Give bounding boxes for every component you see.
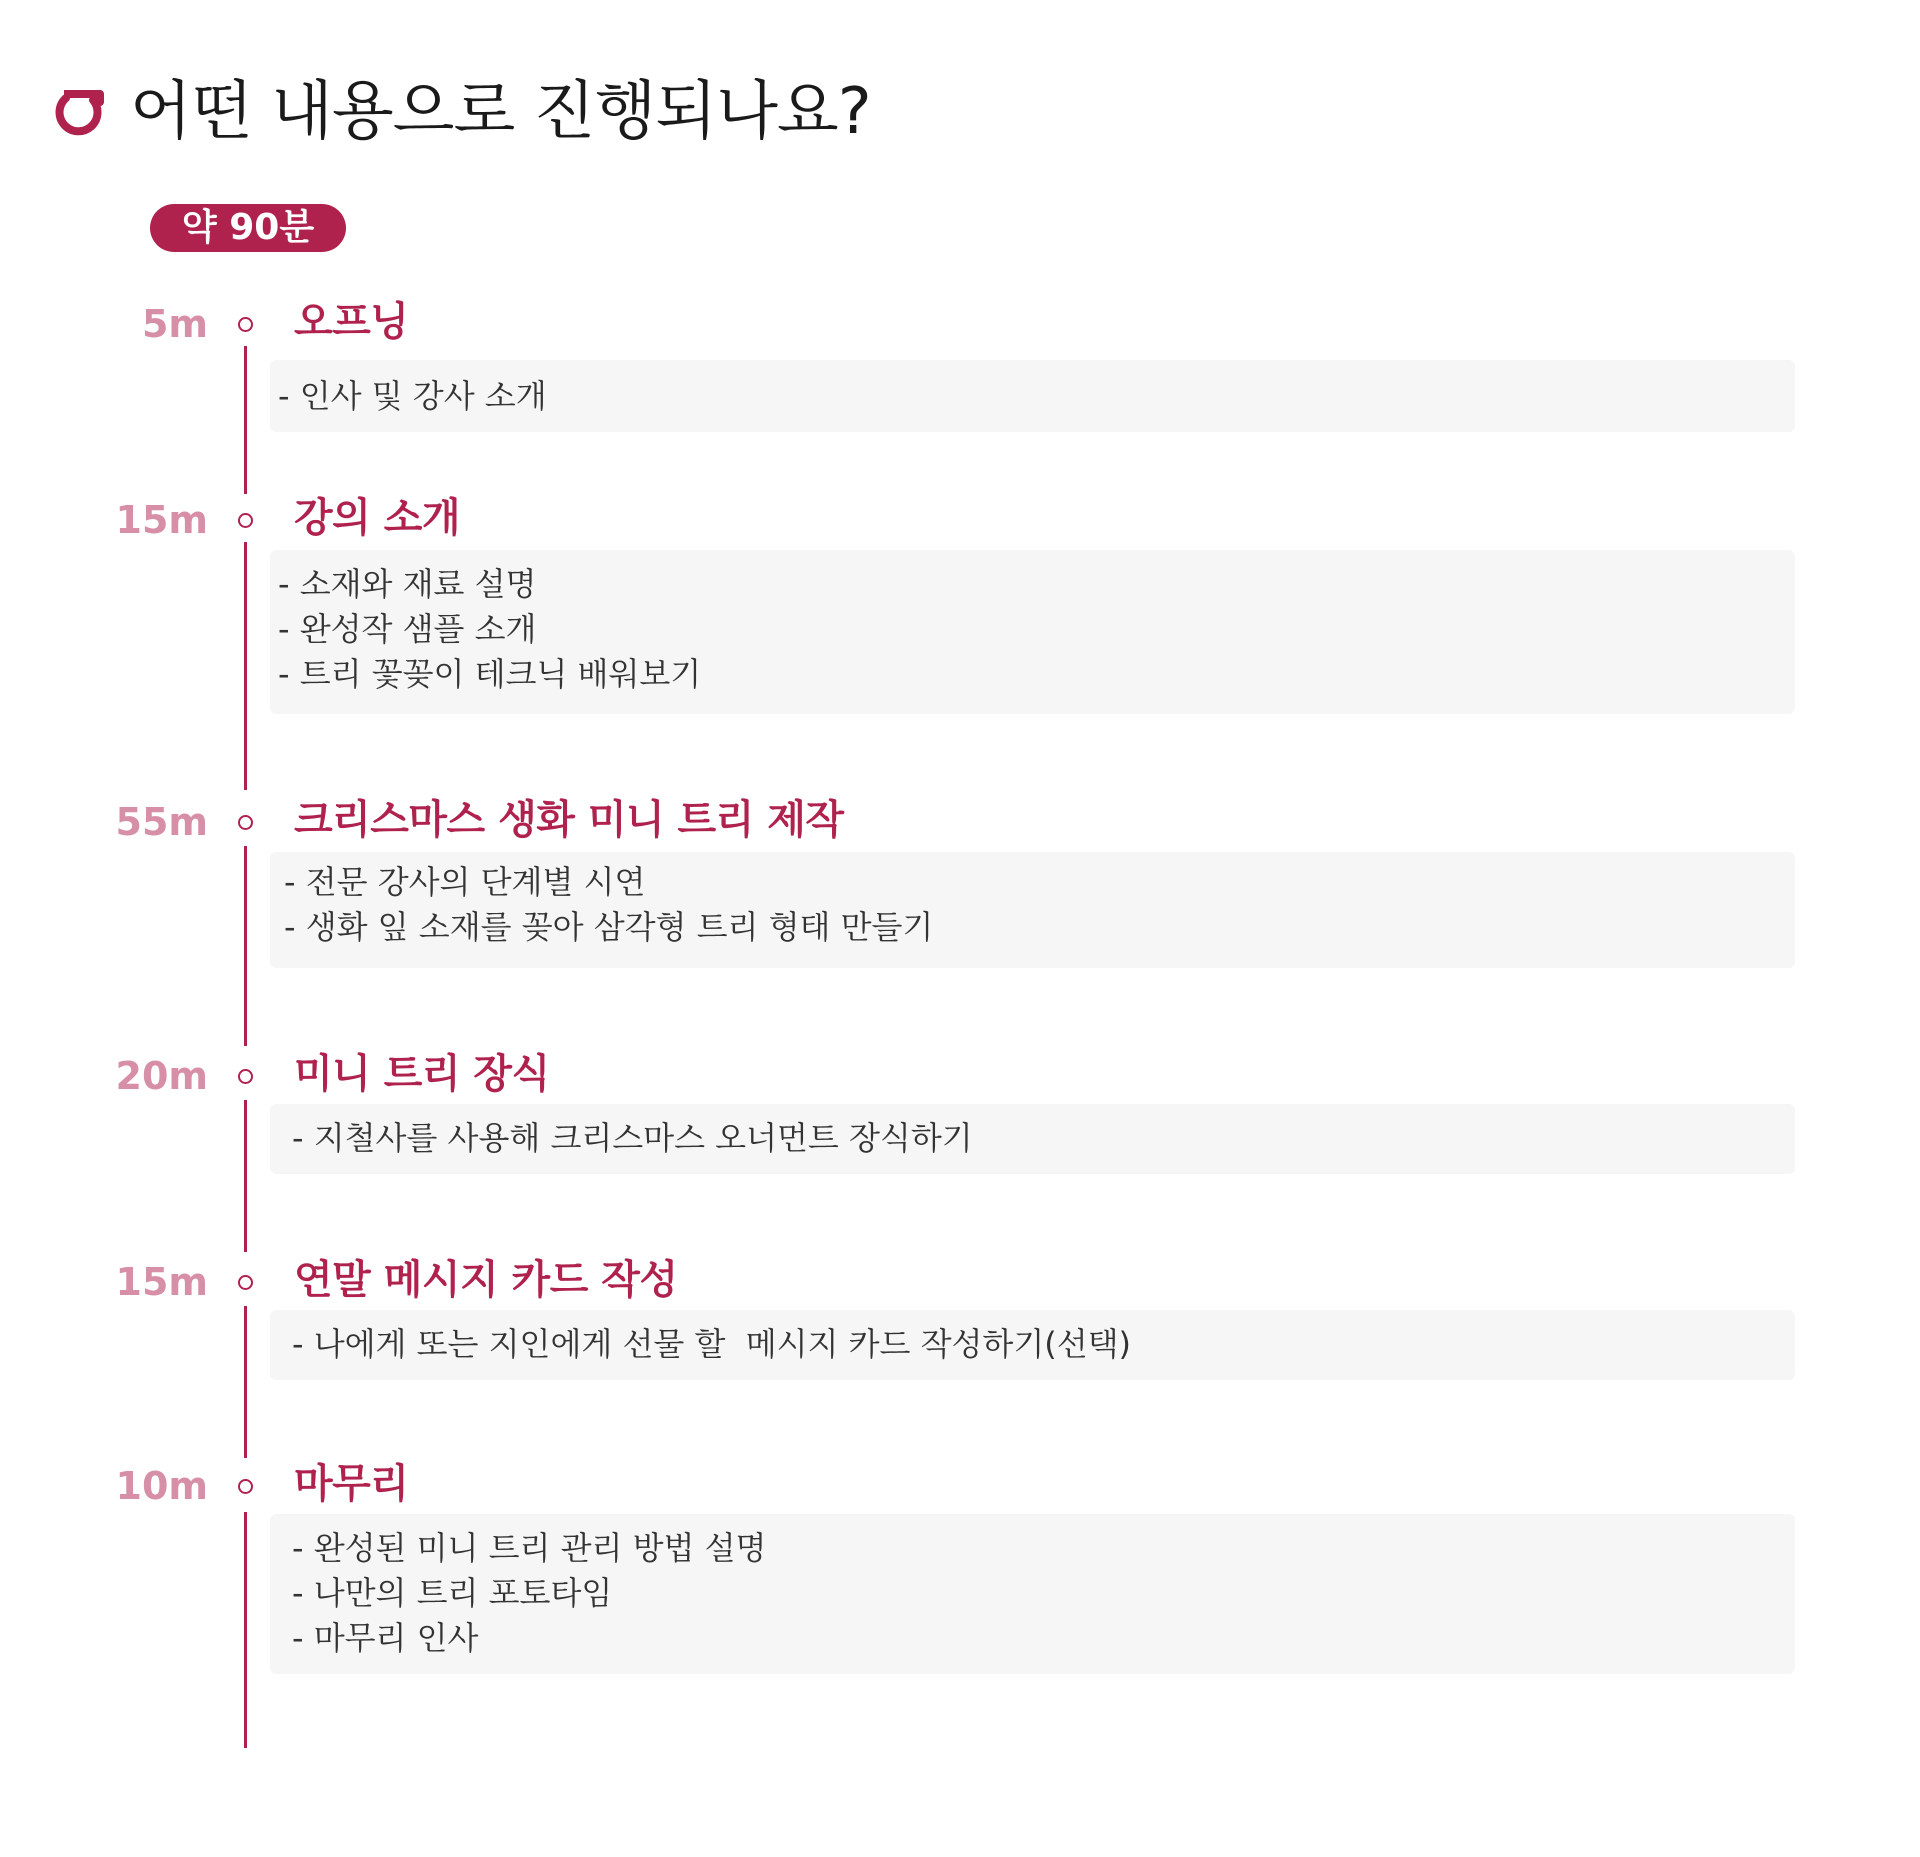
page-header	[52, 72, 871, 152]
timeline-dot-icon	[238, 513, 253, 528]
section-content-box	[270, 1104, 1795, 1174]
time-label: 10m	[115, 1464, 208, 1508]
timeline-dot-icon	[238, 1479, 253, 1494]
timeline-segment	[244, 1512, 247, 1748]
timeline-segment	[244, 846, 247, 1046]
content-item: - 마무리 인사	[292, 1619, 479, 1657]
timeline-segment	[244, 346, 247, 494]
time-label: 20m	[115, 1054, 208, 1098]
content-item: - 나만의 트리 포토타임	[292, 1574, 613, 1612]
time-label: 15m	[115, 1260, 208, 1304]
content-item: - 인사 및 강사 소개	[278, 377, 547, 415]
content-item: - 완성작 샘플 소개	[278, 610, 537, 648]
timeline-dot-icon	[238, 1275, 253, 1290]
timeline-segment	[244, 1306, 247, 1458]
timeline-dot-icon	[238, 1069, 253, 1084]
content-item: - 트리 꽃꽂이 테크닉 배워보기	[278, 655, 702, 693]
content-item: - 생화 잎 소재를 꽂아 삼각형 트리 형태 만들기	[284, 908, 934, 946]
section-title: 크리스마스 생화 미니 트리 제작	[294, 797, 844, 843]
timeline-dot-icon	[238, 815, 253, 830]
timeline-dot-icon	[238, 317, 253, 332]
timeline-segment	[244, 542, 247, 790]
content-item: - 지철사를 사용해 크리스마스 오너먼트 장식하기	[292, 1119, 973, 1157]
time-label: 5m	[141, 302, 208, 346]
content-item: - 소재와 재료 설명	[278, 565, 537, 603]
content-item: - 나에게 또는 지인에게 선물 할 메시지 카드 작성하기(선택)	[292, 1325, 1132, 1363]
section-content-box	[270, 1310, 1795, 1380]
total-duration-badge: 약 90분	[150, 204, 346, 252]
section-content-box	[270, 852, 1795, 968]
page-title: 어떤 내용으로 진행되나요?	[130, 75, 871, 149]
timeline-segment	[244, 1100, 247, 1252]
section-title: 오프닝	[294, 299, 409, 345]
section-content-box	[270, 360, 1795, 432]
section-content-box	[270, 550, 1795, 714]
section-title: 미니 트리 장식	[294, 1051, 550, 1097]
brand-logo-icon	[52, 84, 108, 140]
time-label: 15m	[115, 498, 208, 542]
content-item: - 전문 강사의 단계별 시연	[284, 863, 646, 901]
content-item: - 완성된 미니 트리 관리 방법 설명	[292, 1529, 767, 1567]
section-title: 연말 메시지 카드 작성	[294, 1257, 678, 1303]
section-content-box	[270, 1514, 1795, 1674]
section-title: 마무리	[294, 1461, 409, 1507]
section-title: 강의 소개	[294, 495, 460, 541]
time-label: 55m	[115, 800, 208, 844]
